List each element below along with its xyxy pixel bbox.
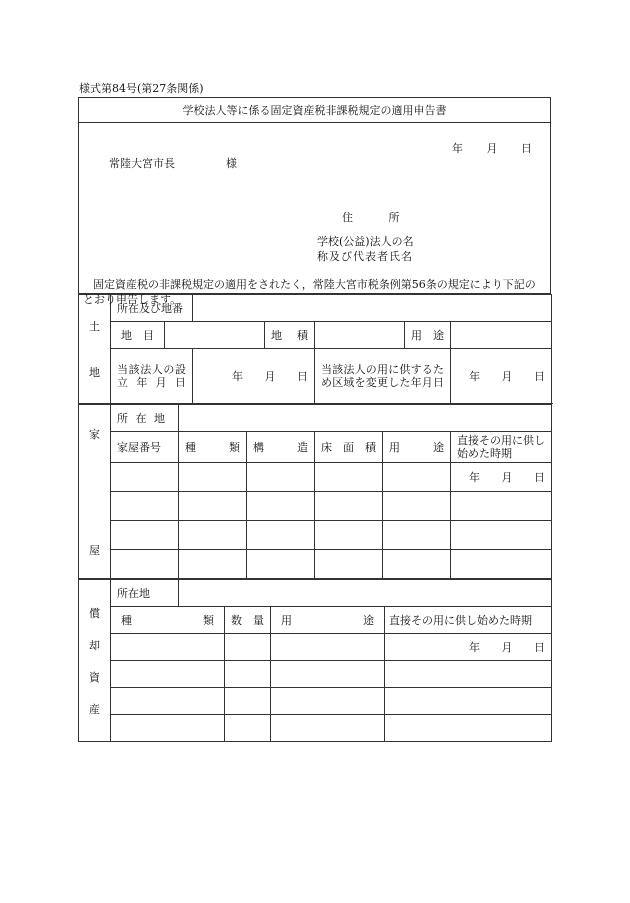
depreciable-cell[interactable] [225, 661, 271, 688]
house-location-label: 所 在 地 [111, 405, 179, 432]
house-cell[interactable] [247, 492, 315, 521]
depreciable-cell[interactable] [385, 715, 552, 742]
house-cell[interactable] [383, 492, 451, 521]
land-changed-label: 当該法人の用に供するため区域を変更した年月日 [315, 349, 451, 404]
depreciable-start-date[interactable]: 年 月 日 [385, 634, 552, 661]
house-col-use: 用 途 [383, 432, 451, 463]
depreciable-col-start-date: 直接その用に供し始めた時期 [385, 607, 552, 634]
house-col-type: 種 類 [179, 432, 247, 463]
house-cell[interactable] [111, 463, 179, 492]
house-cell[interactable] [247, 463, 315, 492]
declaration-text: 固定資産税の非課税規定の適用をされたく，常陸大宮市税条例第56条の規定により下記のとおり申告します。 [83, 278, 536, 306]
house-col-start-date: 直接その用に供し始めた時期 [451, 432, 552, 463]
form-title: 学校法人等に係る固定資産税非課税規定の適用申告書 [78, 97, 551, 123]
address-label: 住 所 [342, 211, 416, 224]
house-cell[interactable] [179, 521, 247, 550]
house-cell[interactable] [111, 550, 179, 579]
depreciable-col-use: 用 途 [271, 607, 385, 634]
depreciable-cell[interactable] [385, 661, 552, 688]
land-established-date[interactable]: 年 月 日 [193, 349, 315, 404]
house-cell[interactable] [315, 463, 383, 492]
land-established-label: 当該法人の設立年月日 [111, 349, 193, 404]
house-side-label: 家 屋 [79, 405, 111, 579]
house-table [78, 404, 552, 579]
land-side-label: 土 地 [79, 295, 111, 404]
house-col-number: 家屋番号 [111, 432, 179, 463]
mayor-label: 常陸大宮市長 [109, 157, 175, 170]
house-location-field[interactable] [179, 405, 552, 432]
depreciable-cell[interactable] [111, 688, 225, 715]
form-frame [78, 97, 551, 742]
depreciable-col-type: 種 類 [111, 607, 225, 634]
house-cell[interactable] [111, 492, 179, 521]
depreciable-col-quantity: 数 量 [225, 607, 271, 634]
depreciable-cell[interactable] [111, 661, 225, 688]
depreciable-cell[interactable] [271, 634, 385, 661]
house-col-structure: 構 造 [247, 432, 315, 463]
land-table [78, 294, 552, 404]
depreciable-cell[interactable] [225, 715, 271, 742]
header-date[interactable]: 年 月 日 [452, 142, 532, 155]
land-category-label: 地 目 [111, 322, 165, 349]
depreciable-cell[interactable] [111, 715, 225, 742]
header-block [78, 123, 551, 306]
form-number: 様式第84号(第27条関係) [79, 82, 204, 95]
depreciable-side-label: 償 却 資 産 [79, 580, 111, 742]
honorific-label: 様 [226, 157, 237, 170]
house-cell[interactable] [315, 492, 383, 521]
house-start-date[interactable]: 年 月 日 [451, 463, 552, 492]
house-cell[interactable] [451, 550, 552, 579]
house-cell[interactable] [451, 492, 552, 521]
land-use-label: 用 途 [405, 322, 451, 349]
land-location-label: 所在及び地番 [111, 295, 193, 322]
land-changed-date[interactable]: 年 月 日 [451, 349, 552, 404]
land-use-field[interactable] [451, 322, 552, 349]
house-cell[interactable] [111, 521, 179, 550]
depreciable-cell[interactable] [111, 634, 225, 661]
land-area-field[interactable] [315, 322, 405, 349]
corp-name-label-2: 称及び代表者氏名 [317, 250, 413, 263]
house-cell[interactable] [179, 492, 247, 521]
depreciable-cell[interactable] [225, 688, 271, 715]
house-cell[interactable] [179, 463, 247, 492]
depreciable-location-field[interactable] [179, 580, 552, 607]
land-area-label: 地 積 [265, 322, 315, 349]
house-cell[interactable] [383, 521, 451, 550]
land-category-field[interactable] [165, 322, 265, 349]
house-cell[interactable] [315, 550, 383, 579]
depreciable-cell[interactable] [225, 634, 271, 661]
house-cell[interactable] [247, 521, 315, 550]
house-cell[interactable] [383, 463, 451, 492]
depreciable-cell[interactable] [271, 688, 385, 715]
depreciable-table [78, 579, 552, 742]
depreciable-cell[interactable] [271, 661, 385, 688]
house-cell[interactable] [179, 550, 247, 579]
corp-name-label-1: 学校(公益)法人の名 [317, 235, 414, 248]
depreciable-cell[interactable] [385, 688, 552, 715]
house-cell[interactable] [247, 550, 315, 579]
house-col-floor-area: 床 面 積 [315, 432, 383, 463]
depreciable-location-label: 所在地 [111, 580, 179, 607]
depreciable-cell[interactable] [271, 715, 385, 742]
house-cell[interactable] [315, 521, 383, 550]
house-cell[interactable] [451, 521, 552, 550]
house-cell[interactable] [383, 550, 451, 579]
